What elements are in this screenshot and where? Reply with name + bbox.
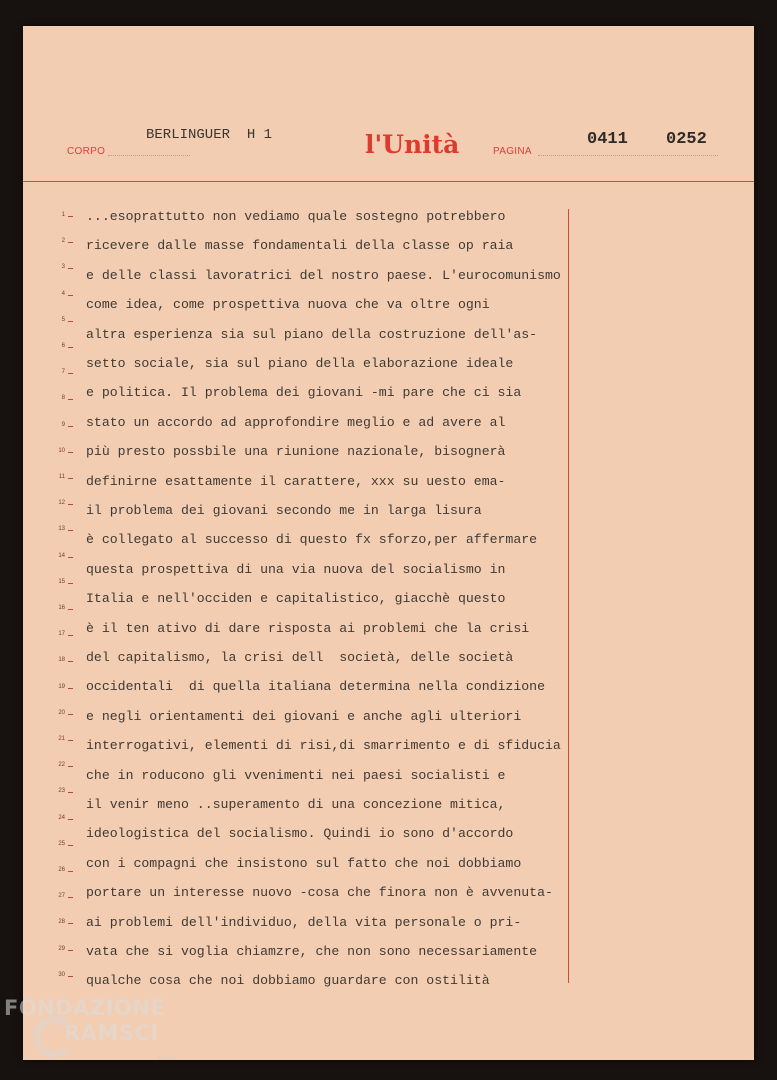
line-tick [68,583,73,584]
line-number: 10 [58,447,65,454]
line-tick [68,557,73,558]
header-rule [23,181,754,182]
line-tick [68,530,73,531]
line-number: 18 [58,657,65,664]
line-number: 7 [61,369,65,376]
typed-line: Italia e nell'occiden e capitalistico, giacchè questo [86,591,506,607]
line-tick [68,714,73,715]
watermark-line-1: FONDAZIONE [4,996,166,1020]
line-number: 17 [58,631,65,638]
watermark-line-2: RAMSCI [64,1021,159,1045]
line-number: 26 [58,867,65,873]
line-tick [68,321,73,322]
typed-line: portare un interesse nuovo -cosa che finora non è avvenuta- [86,885,553,901]
line-tick [68,950,73,951]
line-tick [68,897,73,898]
line-number: 20 [58,709,65,716]
line-tick [68,792,73,793]
typed-line: il venir meno ..superamento di una concezione mitica, [86,797,506,812]
pagina-label: PAGINA [493,146,532,157]
corpo-dotted-line [108,155,190,156]
typed-line: più presto possbile una riunione nazionale, bisognerà [86,444,506,460]
line-number: 6 [61,343,65,349]
line-tick [68,242,73,243]
typed-line: del capitalismo, la crisi dell società, delle società [86,650,514,665]
line-number: 8 [61,395,65,402]
typed-line: e delle classi lavoratrici del nostro paese. L'eurocomunismo [86,267,561,283]
typed-line: definirne esattamente il carattere, xxx su uesto ema- [86,473,506,489]
line-tick [68,766,73,767]
line-tick [68,923,73,924]
line-tick [68,819,73,820]
line-tick [68,347,73,348]
typed-line: ...esoprattutto non vediamo quale sostegno potrebbero [86,209,506,224]
line-tick [68,740,73,741]
typed-line: ideologistica del socialismo. Quindi io sono d'accordo [86,826,514,842]
corpo-value: BERLINGUER H 1 [146,127,273,143]
line-tick [68,661,73,662]
typed-line: e politica. Il problema dei giovani -mi pare che ci sia [86,385,522,401]
typed-line: il problema dei giovani secondo me in larga lisura [86,503,482,518]
typed-line: interrogativi, elementi di risi,di smarrimento e di sfiducia [86,738,561,754]
watermark-g-icon [33,1016,75,1058]
typed-line: e negli orientamenti dei giovani e anche agli ulteriori [86,708,522,724]
line-number: 2 [61,238,65,245]
line-tick [68,609,73,610]
line-tick [68,688,73,689]
line-number: 1 [61,212,65,218]
line-number: 15 [58,578,65,585]
line-tick [68,635,73,636]
corpo-label: CORPO [67,146,106,157]
watermark-small: onlus [158,1054,177,1062]
typed-line: con i compagni che insistono sul fatto che noi dobbiamo [86,855,522,871]
line-number: 3 [61,264,65,271]
typed-line: come idea, come prospettiva nuova che va oltre ogni [86,297,490,313]
line-tick [68,295,73,296]
line-number: 21 [58,736,65,742]
page-code-1: 0411 [587,130,628,149]
line-number: 30 [58,971,65,978]
line-tick [68,216,73,217]
page-code-2: 0252 [666,130,707,149]
typed-line: qualche cosa che noi dobbiamo guardare con ostilità [86,973,490,989]
line-number: 16 [58,605,65,611]
typed-line: stato un accordo ad approfondire meglio e ad avere al [86,414,506,430]
typed-page [23,26,754,1060]
margin-rule [568,209,569,983]
line-tick [68,373,73,374]
line-number: 22 [58,762,65,769]
line-number: 24 [58,814,65,821]
line-tick [68,478,73,479]
line-number: 29 [58,945,65,952]
line-tick [68,452,73,453]
line-tick [68,845,73,846]
typed-line: è il ten ativo di dare risposta ai problemi che la crisi [86,620,530,636]
line-tick [68,504,73,505]
line-number: 25 [58,840,65,847]
line-number: 19 [58,683,65,690]
typed-line: ai problemi dell'individuo, della vita personale o pri- [86,914,522,930]
typed-line: setto sociale, sia sul piano della elaborazione ideale [86,356,514,371]
fondazione-gramsci-watermark [4,996,165,1046]
line-number: 27 [58,893,65,900]
typed-line: ricevere dalle masse fondamentali della classe op raia [86,238,514,254]
line-tick [68,399,73,400]
line-number: 9 [61,421,65,428]
line-number: 13 [58,526,65,533]
typed-line: che in roducono gli vvenimenti nei paesi socialisti e [86,767,506,783]
typed-line: altra esperienza sia sul piano della costruzione dell'as- [86,326,538,342]
typed-line: è collegato al successo di questo fx sforzo,per affermare [86,532,538,548]
line-number: 5 [61,316,65,323]
unita-logo: l'Unità [365,130,460,159]
line-tick [68,426,73,427]
line-number: 23 [58,788,65,795]
line-tick [68,976,73,977]
line-number: 12 [58,500,65,507]
line-number: 4 [61,290,65,297]
typed-line: occidentali di quella italiana determina nella condizione [86,679,545,695]
line-number: 14 [58,552,65,559]
typed-line: vata che si voglia chiamzre, che non sono necessariamente [86,944,538,959]
typed-line: questa prospettiva di una via nuova del socialismo in [86,561,506,577]
line-number: 28 [58,919,65,926]
pagina-dotted-line [538,155,718,156]
line-tick [68,268,73,269]
line-tick [68,871,73,872]
line-number: 11 [58,474,65,480]
